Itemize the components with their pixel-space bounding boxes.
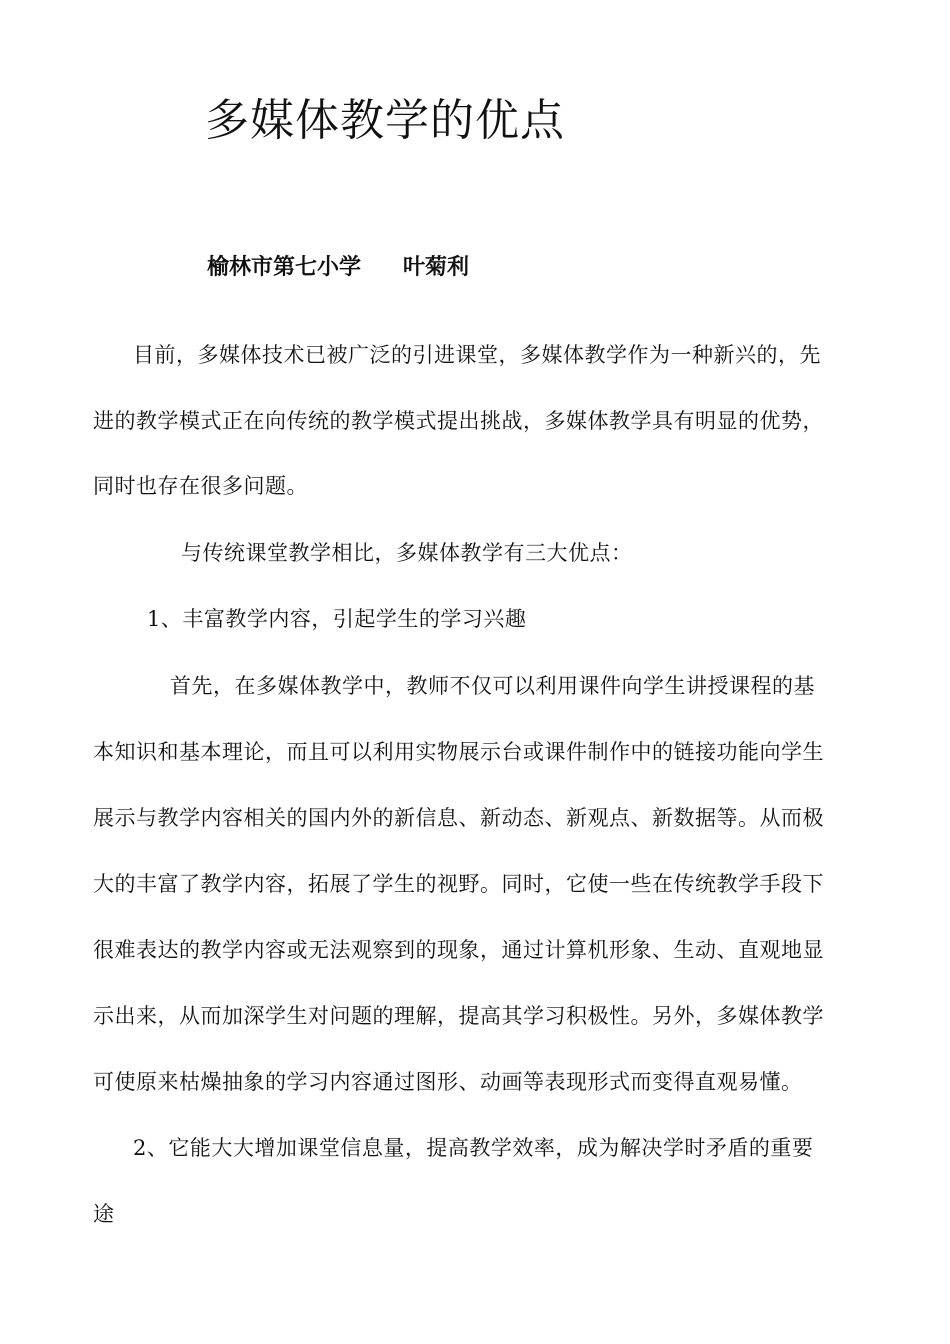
point1-body-line-5: 很难表达的教学内容或无法观察到的现象，通过计算机形象、生动、直观地显 [93,938,824,962]
point1-body-line-7: 可使原来枯燥抽象的学习内容通过图形、动画等表现形式而变得直观易懂。 [93,1070,803,1094]
intro-line-1: 目前，多媒体技术已被广泛的引进课堂，多媒体教学作为一种新兴的，先 [133,343,821,367]
document-title: 多媒体教学的优点 [205,95,565,146]
point1-heading: 1、丰富教学内容，引起学生的学习兴趣 [147,607,527,631]
author-line [207,253,469,283]
compare-line: 与传统课堂教学相比，多媒体教学有三大优点： [181,541,633,565]
point1-body-line-2: 本知识和基本理论，而且可以利用实物展示台或课件制作中的链接功能向学生 [93,740,824,764]
point2-heading-line-1: 2、它能大大增加课堂信息量，提高教学效率，成为解决学时矛盾的重要 [133,1136,814,1160]
point1-body-line-6: 示出来，从而加深学生对问题的理解，提高其学习积极性。另外，多媒体教学 [93,1004,824,1028]
author-school: 榆林市第七小学 [207,255,362,280]
point2-heading-line-2: 途 [93,1202,115,1226]
author-name: 叶菊利 [403,255,470,280]
point1-body-line-3: 展示与教学内容相关的国内外的新信息、新动态、新观点、新数据等。从而极 [93,806,824,830]
intro-line-3: 同时也存在很多问题。 [93,474,308,498]
point1-body-line-1: 首先，在多媒体教学中，教师不仅可以利用课件向学生讲授课程的基 [170,674,815,698]
intro-line-2: 进的教学模式正在向传统的教学模式提出挑战，多媒体教学具有明显的优势， [93,409,824,433]
point1-body-line-4: 大的丰富了教学内容，拓展了学生的视野。同时，它使一些在传统教学手段下 [93,872,824,896]
